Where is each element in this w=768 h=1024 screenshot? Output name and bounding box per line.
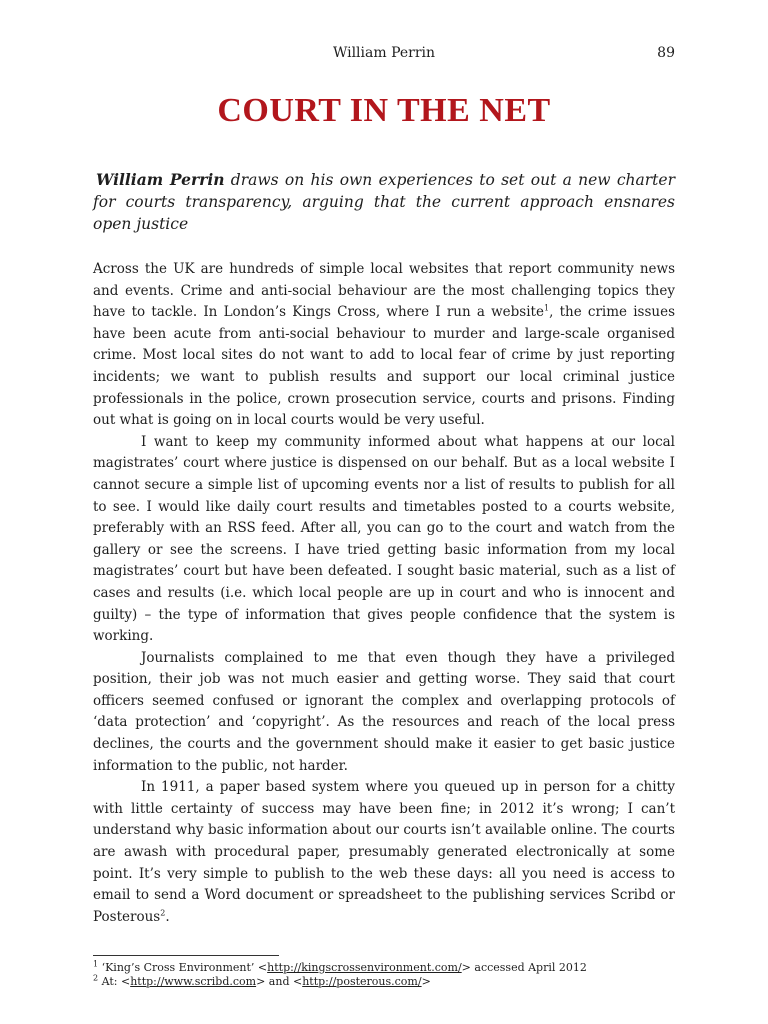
header-author: William Perrin — [332, 45, 436, 61]
footnote-link[interactable]: http://kingscrossenvironment.com/ — [267, 961, 462, 974]
footnote-text: > and < — [256, 975, 303, 988]
article-body — [93, 259, 675, 928]
footnote — [93, 975, 675, 989]
byline: William Perrin — [96, 170, 225, 189]
footnote — [93, 961, 675, 975]
article-title: COURT IN THE NET — [217, 92, 551, 129]
running-header — [0, 45, 768, 65]
paragraph-text: In 1911, a paper based system where you queued up in person for a chitty with little certainty of success may have been fine; in 2012 it’s wrong; I can’t understand why basic information about our courts isn’t available online. The courts are awash with procedural paper, presumably generated electronically at some point. It’s very simple to publish to the web these days: all you need is access to email to send a Word document or spreadsheet to the publishing services Scribd or Posterous — [93, 779, 675, 925]
footnote-text: ‘King’s Cross Environment’ < — [98, 961, 268, 974]
paragraph — [93, 777, 675, 928]
paragraph-text: Journalists complained to me that even though they have a privileged position, their job was not much easier and getting worse. They said that court officers seemed confused or ignorant the complex and overlapping protocols of ‘data protection’ and ‘copyright’. As the resources and reach of the local press declines, the courts and the government should make it easier to get basic justice information to the public, not harder. — [93, 649, 675, 774]
footnotes — [93, 961, 675, 989]
footnote-marker[interactable]: 1 — [543, 303, 550, 313]
standfirst — [93, 169, 675, 235]
page-number: 89 — [657, 45, 675, 61]
paragraph-text: , the crime issues have been acute from anti-social behaviour to murder and large-scale organised crime. Most local sites do not want to add to local fear of crime by just reporting incidents; we want to publish results and support our local criminal justice professionals in the police, crown prosecution service, courts and prisons. Finding out what is going on in local courts would be very useful. — [93, 304, 676, 429]
paragraph-text: . — [165, 908, 170, 925]
standfirst-text: draws on his own experiences to set out a new charter for courts transparency, arguing that the current approach ensnares open justice — [93, 171, 675, 233]
footnote-link[interactable]: http://posterous.com/ — [302, 975, 422, 988]
footnote-text: > accessed April 2012 — [461, 961, 587, 974]
paragraph — [93, 259, 675, 432]
footnote-link[interactable]: http://www.scribd.com — [130, 975, 257, 988]
footnote-text: At: < — [98, 975, 131, 988]
footnote-divider — [93, 955, 279, 956]
paragraph — [93, 432, 675, 648]
footnote-marker[interactable]: 2 — [160, 908, 166, 918]
paragraph-text: Across the UK are hundreds of simple local websites that report community news and events. Crime and anti-social behaviour are the most challenging topics they have to tackle. In London’s Kings Cross, where I run a website — [93, 261, 675, 321]
footnote-text: > — [421, 975, 431, 988]
paragraph-text: I want to keep my community informed about what happens at our local magistrates’ court where justice is dispensed on our behalf. But as a local website I cannot secure a simple list of upcoming events nor a list of results to publish for all to see. I would like daily court results and timetables posted to a courts website, preferably with an RSS feed. After all, you can go to the court and watch from the gallery or see the screens. I have tried getting basic information from my local magistrates’ court but have been defeated. I sought basic material, such as a list of cases and results (i.e. which local people are up in court and who is innocent and guilty) – the type of information that gives people confidence that the system is working. — [93, 433, 675, 645]
paragraph — [93, 648, 675, 778]
footnote-number: 1 — [93, 959, 99, 969]
footnote-number: 2 — [93, 973, 99, 983]
